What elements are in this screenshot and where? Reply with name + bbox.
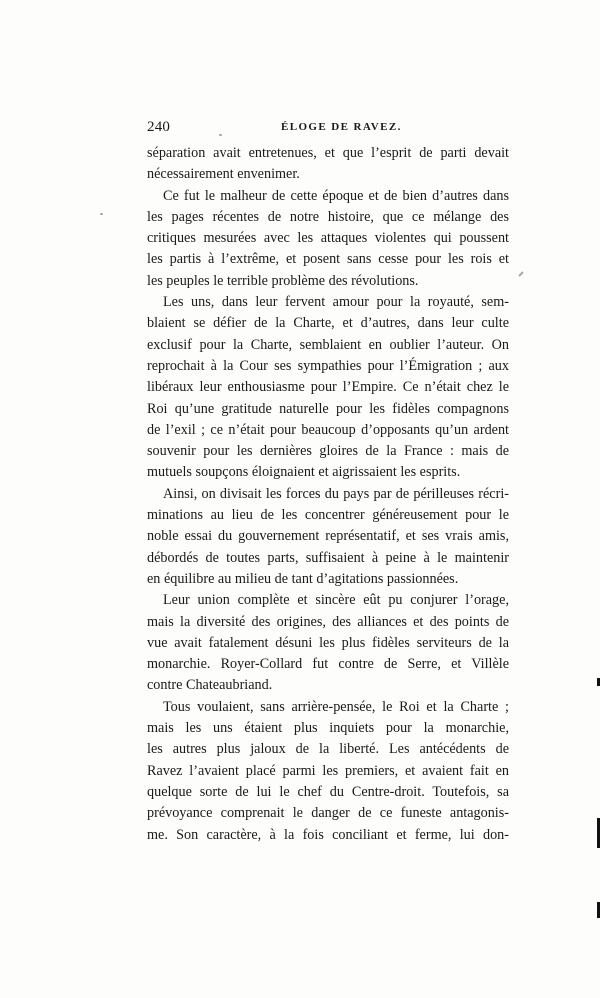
text-line: me. Son caractère, à la fois conciliant et ferme, lui don- bbox=[147, 826, 509, 843]
text-line: exclusif pour la Charte, semblaient en oublier l’auteur. On bbox=[147, 336, 509, 353]
text-line: les peuples le terrible problème des révolutions. bbox=[147, 272, 419, 289]
text-line: vue avait fatalement désuni les plus fidèles serviteurs de la bbox=[147, 634, 509, 651]
text-line: minations au lieu de les concentrer généreusement pour le bbox=[147, 507, 509, 524]
text-line: reprochait à la Cour ses sympathies pour l’Émigration ; aux bbox=[147, 357, 509, 374]
text-line: débordés de toutes parts, suffisaient à peine à le maintenir bbox=[147, 549, 509, 566]
page-number: 240 bbox=[147, 119, 171, 135]
text-line: critiques mesurées avec les attaques violentes qui poussent bbox=[147, 230, 509, 247]
text-line: contre Chateaubriand. bbox=[147, 677, 273, 694]
body-text bbox=[147, 143, 509, 846]
text-line: de l’exil ; ce n’était pour beaucoup d’opposants qu’un ardent bbox=[147, 421, 509, 438]
text-line: nécessairement envenimer. bbox=[147, 166, 300, 183]
text-line: noble essai du gouvernement représentatif, et ses vrais amis, bbox=[147, 528, 509, 545]
text-line: monarchie. Royer-Collard fut contre de Serre, et Villèle bbox=[147, 656, 509, 673]
text-line: prévoyance comprenait le danger de ce funeste antagonis- bbox=[147, 805, 509, 822]
text-line: mais la diversité des origines, des alliances et des points de bbox=[147, 613, 509, 630]
text-line: en équilibre au milieu de tant d’agitations passionnées. bbox=[147, 570, 459, 587]
text-line: mais les uns étaient plus inquiets pour la monarchie, bbox=[147, 720, 509, 737]
text-line: les partis à l’extrême, et posent sans cesse pour les rois et bbox=[147, 251, 509, 268]
text-line: souvenir pour les dernières gloires de la France : mais de bbox=[147, 443, 509, 460]
text-line: les autres plus jaloux de la liberté. Les antécédents de bbox=[147, 741, 509, 758]
paragraph-first-line: Leur union complète et sincère eût pu conjurer l’orage, bbox=[163, 592, 509, 609]
paragraph-first-line: Tous voulaient, sans arrière-pensée, le Roi et la Charte ; bbox=[163, 698, 509, 715]
text-line: blaient se défier de la Charte, et d’autres, dans leur culte bbox=[147, 315, 509, 332]
page-header bbox=[147, 119, 509, 141]
text-line: Ravez l’avaient placé parmi les premiers, et avaient fait en bbox=[147, 762, 509, 779]
scan-speck bbox=[100, 213, 103, 215]
text-line: Roi qu’une gratitude naturelle pour les fidèles compagnons bbox=[147, 400, 509, 417]
running-title: ÉLOGE DE RAVEZ. bbox=[281, 121, 402, 133]
paragraph-first-line: Ce fut le malheur de cette époque et de bien d’autres dans bbox=[163, 187, 509, 204]
text-line: quelque sorte de lui le chef du Centre-droit. Toutefois, sa bbox=[147, 783, 509, 800]
text-line: les pages récentes de notre histoire, que ce mélange des bbox=[147, 208, 509, 225]
text-line: séparation avait entretenues, et que l’esprit de parti devait bbox=[147, 145, 509, 161]
paragraph-first-line: Ainsi, on divisait les forces du pays par de périlleuses récri- bbox=[163, 485, 509, 502]
scan-speck bbox=[219, 134, 222, 136]
scan-speck bbox=[518, 271, 524, 277]
text-line: mutuels soupçons éloignaient et aigrissaient les esprits. bbox=[147, 464, 461, 481]
text-line: libéraux leur enthousiasme pour l’Empire. Ce n’était chez le bbox=[147, 379, 509, 396]
paragraph-first-line: Les uns, dans leur fervent amour pour la royauté, sem- bbox=[163, 294, 509, 311]
